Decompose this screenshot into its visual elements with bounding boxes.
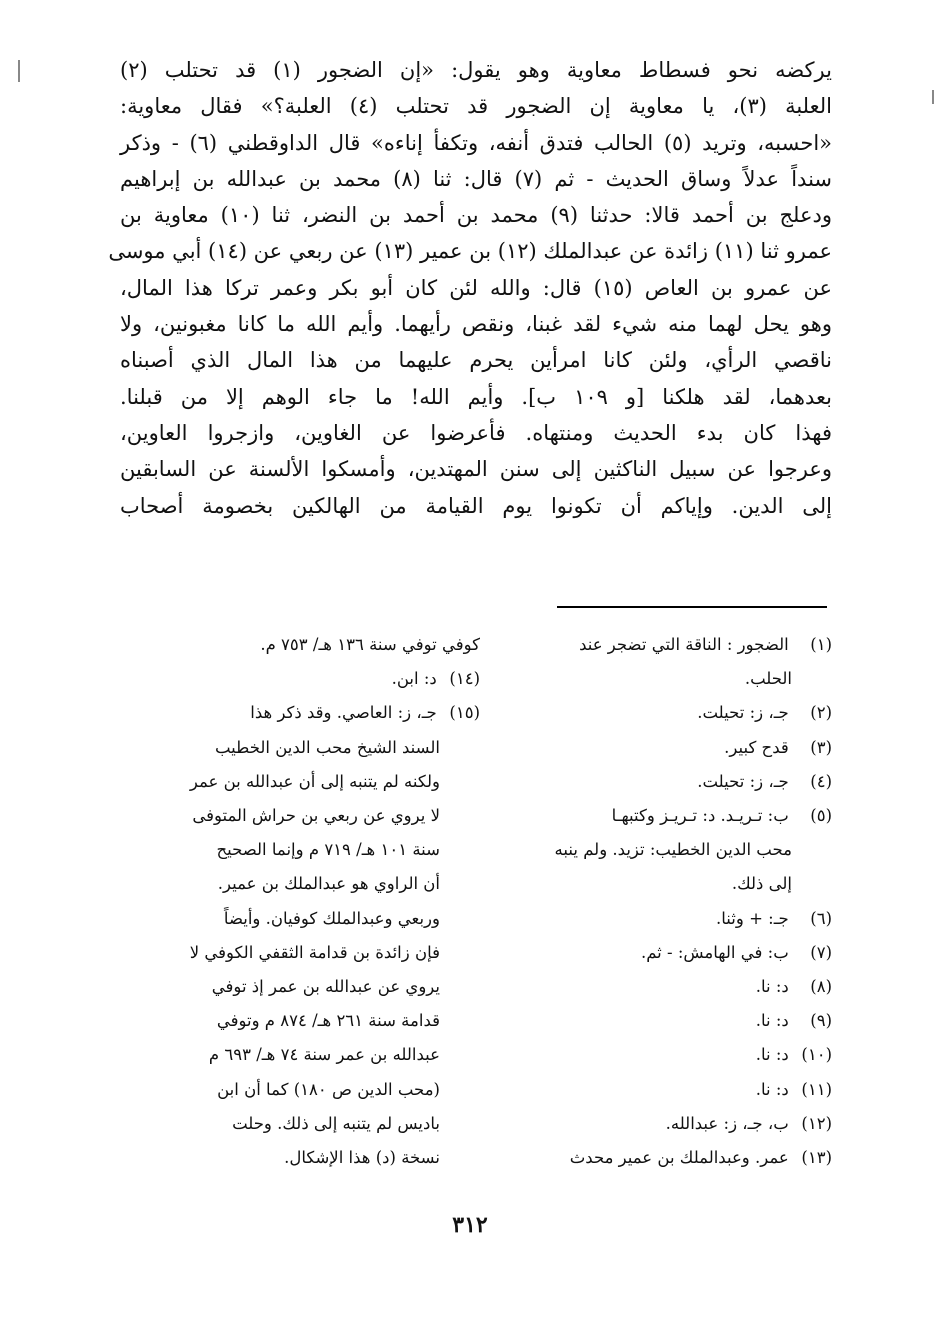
footnote-number: (٥) [810,806,832,826]
footnote-number: (١٥) [449,703,480,723]
footnote-number: (١) [810,635,832,654]
footnote-line [125,1141,480,1175]
footnote-line [507,1038,832,1072]
footnote-line [507,731,832,765]
footnote-text: نسخة (د) هذا الإشكال. [284,1148,440,1168]
footnote-line [125,765,480,799]
footnote-text: يروي عن عبدالله بن عمر إذ توفي [211,977,440,997]
footnote-text: جـ، ز: تحيلت. [697,771,789,791]
main-text-line: سنداً عدلاً وساق الحديث - ثم (٧) قال: ثنا (٨) محمد بن عبدالله بن إبراهيم [120,166,832,191]
main-text-block [108,52,832,524]
scan-edge-mark [18,60,20,82]
footnote-number: (٣) [810,737,832,757]
footnote-line [125,867,480,901]
footnote-line [125,628,480,662]
footnote-number: (٦) [810,908,832,928]
footnote-line [507,833,832,867]
footnote-text: فإن زائدة بن قدامة الثقفي الكوفي لا [189,942,440,962]
footnote-text: ب: في الهامش: - ثم. [640,942,789,962]
footnote-line [507,902,832,936]
footnote-line [507,662,832,696]
main-text-line: «احسبه، وتريد (٥) الحالب فتدق أنفه، وتكفأ إناءه» قال الداوقطني (٦) - وذكر [120,130,832,155]
footnote-text: جـ: + وثنا. [716,908,789,928]
footnote-number: (١١) [801,1079,832,1099]
footnote-line [125,696,480,730]
footnote-text: عمر. وعبدالملك بن عمير محدث [569,1148,789,1168]
main-text-line: عن عمرو بن العاص (١٥) قال: والله لئن كان أبو بكر وعمر تركا هذا المال، [120,275,832,300]
footnote-line [507,1141,832,1175]
footnote-number: (١٠) [801,1045,832,1065]
footnote-line [507,867,832,901]
footnote-number: (٨) [810,977,832,997]
footnote-text: الحلب. [744,669,792,689]
footnote-line [125,1107,480,1141]
footnote-text: (محب الدين ص ١٨٠) كما أن ابن [217,1079,440,1099]
main-text-line: يركضه نحو فسطاط معاوية وهو يقول: «إن الضجور (١) قد تحتلب (٢) [120,58,832,82]
footnote-text: د: نا. [755,1011,789,1031]
footnote-line [507,696,832,730]
footnote-line [507,628,832,662]
footnote-number: (٧) [810,942,832,962]
footnote-line [507,765,832,799]
footnote-line [507,1107,832,1141]
footnote-text: عبدالله بن عمر سنة ٧٤ هـ/ ٦٩٣ م [208,1045,440,1065]
main-text-line: فهذا كان بدء الحديث ومنتهاه. فأعرضوا عن الغاوين، وازجروا العاوين، [120,420,832,445]
footnote-line [125,902,480,936]
footnote-line [125,970,480,1004]
footnote-text: كوفي توفي سنة ١٣٦ هـ/ ٧٥٣ م. [260,635,480,654]
footnote-line [125,731,480,765]
main-text-line: بعدهما، لقد هلكنا [و ١٠٩ ب]. وأيم الله! ما جاء الوهم إلا من قبلنا. [120,384,832,409]
footnote-text: ب: تـريـد. د: تـريـز وكتبهـا [611,806,789,826]
footnote-text: إلى ذلك. [731,874,792,894]
footnote-text: سنة ١٠١ هـ/ ٧١٩ م وإنما الصحيح [216,840,440,860]
main-text-line: وعرجوا عن سبيل الناكثين إلى سنن المهتدين، وأمسكوا الألسنة عن السابقين [120,457,832,482]
footnote-text: ب، جـ، ز: عبدالله. [665,1113,789,1133]
footnote-line [125,799,480,833]
footnote-line [125,662,480,696]
footnote-text: لا يروي عن ربعي بن حراش المتوفى [192,806,440,826]
main-text-line: وهو يحل لهما منه شيء لقد غبنا، ونقص رأيهما. وأيم الله ما كانا مغبونين، ولا [120,312,832,337]
page-number: ٣١٢ [452,1212,488,1238]
footnote-text: د: نا. [755,977,789,997]
main-text-line: ناقصي الرأي، ولئن كانا امرأين يحرم عليهما من هذا المال الذي أصبناه [120,348,832,373]
footnote-line [125,1004,480,1038]
footnote-line [125,1073,480,1107]
footnote-text: د: ابن. [391,669,437,689]
footnote-text: أن الراوي هو عبدالملك بن عمير. [217,874,440,894]
footnote-line [125,936,480,970]
footnote-line [507,1004,832,1038]
footnote-number: (١٣) [801,1148,832,1168]
footnote-number: (٢) [810,703,832,723]
footnotes-left-column [125,628,480,1175]
footnote-text: جـ، ز: تحيلت. [697,703,789,723]
footnote-text: د: نا. [755,1079,789,1099]
footnote-number: (٩) [810,1011,832,1031]
footnote-line [507,1073,832,1107]
main-text-line: عمرو ثنا (١١) زائدة عن عبدالملك (١٢) بن عمير (١٣) عن ربعي عن (١٤) أبي موسى [108,239,832,264]
footnote-line [125,833,480,867]
footnote-text: محب الدين الخطيب: تزيد. ولم ينبه [554,840,792,860]
footnote-line [507,936,832,970]
footnote-number: (١٢) [801,1113,832,1133]
footnote-number: (١٤) [449,669,480,689]
main-text-line: العلبة (٣)، يا معاوية إن الضجور قد تحتلب (٤) العلبة؟» فقال معاوية: [120,94,832,119]
footnote-text: د: نا. [755,1045,789,1065]
footnote-text: قدح كبير. [724,737,789,757]
footnote-divider [557,606,827,608]
footnote-text: باديس لم يتنبه إلى ذلك. وحلت [232,1113,440,1133]
main-text-line: إلى الدين. وإياكم أن تكونوا يوم القيامة من الهالكين بخصومة أصحاب [120,493,832,518]
footnote-text: وربعي وعبدالملك كوفيان. وأيضاً [223,908,440,928]
footnote-number: (٤) [810,771,832,791]
footnote-line [507,970,832,1004]
footnote-text: جـ، ز: العاصي. وقد ذكر هذا [250,703,437,723]
main-text-line: ودعلج بن أحمد قالا: حدثنا (٩) محمد بن أحمد بن النضر، ثنا (١٠) معاوية بن [120,203,832,228]
footnotes-right-column [507,628,832,1175]
footnote-text: السند الشيخ محب الدين الخطيب [214,737,440,757]
footnote-text: الضجور : الناقة التي تضجر عند [579,635,789,654]
footnote-line [507,799,832,833]
footnote-text: قدامة سنة ٢٦١ هـ/ ٨٧٤ م وتوفي [216,1011,440,1031]
footnote-line [125,1038,480,1072]
footnote-text: ولكنه لم يتنبه إلى أن عبدالله بن عمر [189,771,440,791]
scan-edge-mark [932,90,934,104]
